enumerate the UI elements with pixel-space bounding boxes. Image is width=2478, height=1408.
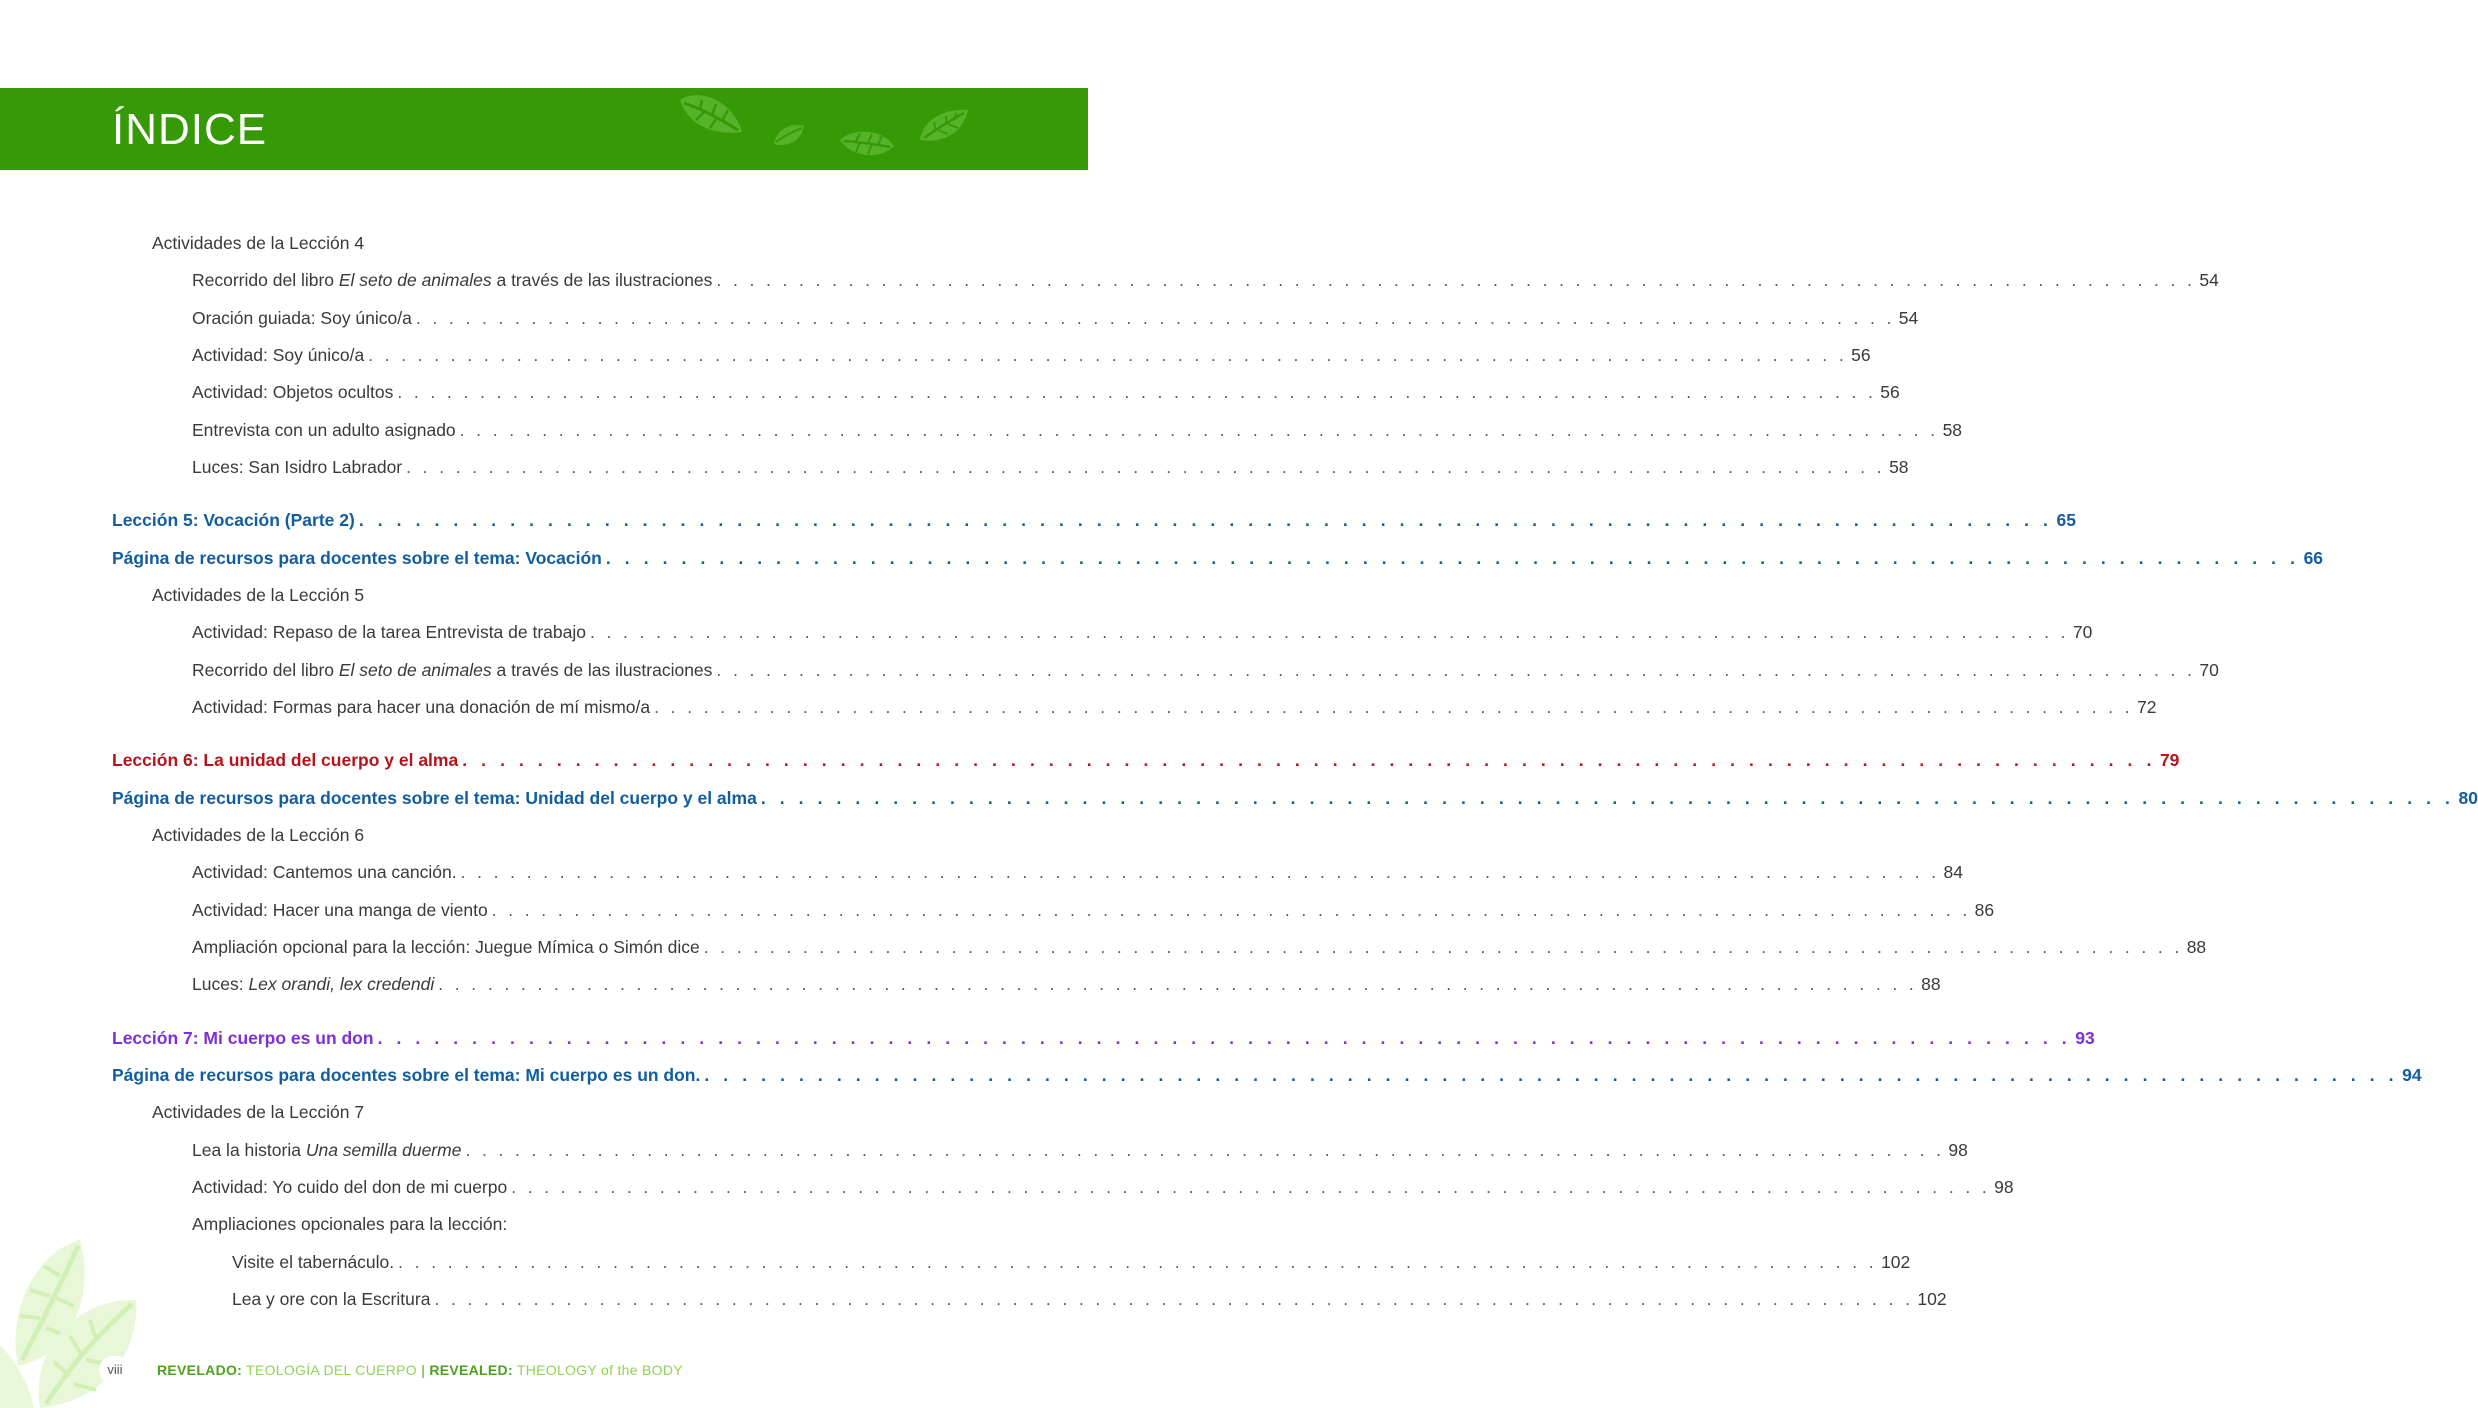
- toc-label-text: Página de recursos para docentes sobre el tema: Mi cuerpo es un don.: [112, 1065, 701, 1085]
- toc-group-heading[interactable]: [192, 1212, 976, 1236]
- leaf-icon: [918, 106, 970, 144]
- toc-entry[interactable]: [192, 1138, 1968, 1162]
- toc-label-text: Página de recursos para docentes sobre el tema: Vocación: [112, 548, 602, 568]
- toc-page-number: 56: [1851, 345, 1871, 365]
- toc-page-number: 72: [2137, 697, 2157, 717]
- dot-leader: . . . . . . . . . . . . . . . . . . . . . . . . . . . . . . . . . . . . . . . . . . . . . . . . . . . . . . . . . . . . . . . . . . . . . . . . . . . . . . . . . . . . . . . . . .: [397, 382, 1877, 402]
- toc-entry[interactable]: [232, 1287, 1947, 1311]
- toc-page-number: 70: [2072, 622, 2093, 642]
- toc-entry-label: [152, 583, 364, 607]
- series-title-es: REVELADO:: [157, 1362, 243, 1378]
- toc-label-after: a través de las ilustraciones: [491, 270, 713, 290]
- dot-leader: . . . . . . . . . . . . . . . . . . . . . . . . . . . . . . . . . . . . . . . . . . . . . . . . . . . . . . . . . . . . . . . . . . . . . . . . . . . . . . . . . . . . . . . . . .: [589, 622, 2069, 642]
- toc-section-entry[interactable]: [112, 1026, 2095, 1050]
- dot-leader: . . . . . . . . . . . . . . . . . . . . . . . . . . . . . . . . . . . . . . . . . . . . . . . . . . . . . . . . . . . . . . . . . . . . . . . . . . . . . . . . . . . . . . . . . .: [462, 750, 2156, 770]
- toc-label-italic: El seto de animales: [338, 660, 492, 680]
- toc-entry-label: [192, 935, 700, 959]
- toc-label-text: Página de recursos para docentes sobre el tema: Unidad del cuerpo y el alma: [112, 788, 757, 808]
- toc-entry-label: [112, 748, 458, 772]
- toc-section-entry[interactable]: [112, 786, 2478, 810]
- toc-page-number: 54: [1898, 308, 1919, 328]
- toc-label-text: Lea y ore con la Escritura: [232, 1289, 431, 1309]
- toc-entry-label: [112, 546, 602, 570]
- toc-entry-label: [192, 972, 434, 996]
- toc-label-text: Actividad: Repaso de la tarea Entrevista de trabajo: [192, 622, 586, 642]
- toc-page-number: 54: [2199, 270, 2219, 290]
- toc-label-text: Actividad: Yo cuido del don de mi cuerpo: [192, 1177, 508, 1197]
- toc-label-italic: El seto de animales: [338, 270, 492, 290]
- toc-label-text: Lección 6: La unidad del cuerpo y el alma: [112, 750, 459, 770]
- toc-entry-label: [232, 1250, 394, 1274]
- toc-entry-label: [192, 658, 712, 682]
- toc-label-text: Actividad: Objetos ocultos: [192, 382, 394, 402]
- toc-label-text: Oración guiada: Soy único/a: [192, 308, 412, 328]
- toc-page-number: 102: [1917, 1289, 1947, 1309]
- toc-page-number: 88: [2186, 937, 2207, 957]
- toc-entry-label: [192, 695, 650, 719]
- toc-label-text: Ampliación opcional para la lección: Juegue Mímica o Simón dice: [192, 937, 700, 957]
- dot-leader: . . . . . . . . . . . . . . . . . . . . . . . . . . . . . . . . . . . . . . . . . . . . . . . . . . . . . . . . . . . . . . . . . . . . . . . . . . . . . . . . . . . . . . . . . .: [605, 548, 2300, 568]
- dot-leader: . . . . . . . . . . . . . . . . . . . . . . . . . . . . . . . . . . . . . . . . . . . . . . . . . . . . . . . . . . . . . . . . . . . . . . . . . . . . . . . . . . . . . . . . . .: [460, 862, 1940, 882]
- dot-leader: . . . . . . . . . . . . . . . . . . . . . . . . . . . . . . . . . . . . . . . . . . . . . . . . . . . . . . . . . . . . . . . . . . . . . . . . . . . . . . . . . . . . . . . . . .: [654, 697, 2134, 717]
- toc-page-number: 98: [1994, 1177, 2014, 1197]
- toc-label-text: Entrevista con un adulto asignado: [192, 420, 456, 440]
- dot-leader: . . . . . . . . . . . . . . . . . . . . . . . . . . . . . . . . . . . . . . . . . . . . . . . . . . . . . . . . . . . . . . . . . . . . . . . . . . . . . . . . . . . . . . . . . .: [704, 1065, 2399, 1085]
- page-title: ÍNDICE: [112, 105, 268, 154]
- toc-label-text: Actividad: Formas para hacer una donación de mí mismo/a: [192, 697, 651, 717]
- toc-label-text: Recorrido del libro: [192, 270, 339, 290]
- toc-group-heading[interactable]: [152, 823, 976, 847]
- toc-entry-label: [152, 823, 364, 847]
- toc-page-number: 58: [1889, 457, 1909, 477]
- toc-entry[interactable]: [192, 620, 2093, 644]
- dot-leader: . . . . . . . . . . . . . . . . . . . . . . . . . . . . . . . . . . . . . . . . . . . . . . . . . . . . . . . . . . . . . . . . . . . . . . . . . . . . . . . . . . . . . . . . . .: [415, 308, 1895, 328]
- toc-entry[interactable]: [192, 695, 2157, 719]
- toc-entry-label: [112, 1026, 374, 1050]
- dot-leader: . . . . . . . . . . . . . . . . . . . . . . . . . . . . . . . . . . . . . . . . . . . . . . . . . . . . . . . . . . . . . . . . . . . . . . . . . . . . . . . . . . . . . . . . . .: [358, 510, 2053, 530]
- toc-entry[interactable]: [192, 418, 1963, 442]
- toc-entry-label: [112, 1063, 700, 1087]
- dot-leader: . . . . . . . . . . . . . . . . . . . . . . . . . . . . . . . . . . . . . . . . . . . . . . . . . . . . . . . . . . . . . . . . . . . . . . . . . . . . . . . . . . . . . . . . . .: [465, 1140, 1945, 1160]
- toc-entry-label: [192, 418, 456, 442]
- dot-leader: . . . . . . . . . . . . . . . . . . . . . . . . . . . . . . . . . . . . . . . . . . . . . . . . . . . . . . . . . . . . . . . . . . . . . . . . . . . . . . . . . . . . . . . . . .: [716, 660, 2196, 680]
- toc-page-number: 80: [2458, 788, 2478, 808]
- toc-label-text: Luces: San Isidro Labrador: [192, 457, 403, 477]
- toc-entry[interactable]: [192, 343, 1871, 367]
- toc-section-entry[interactable]: [112, 748, 2180, 772]
- toc-label-text: Actividades de la Lección 4: [152, 233, 365, 253]
- toc-page-number: 93: [2075, 1028, 2095, 1048]
- toc-page-number: 86: [1974, 900, 1995, 920]
- toc-label-italic: Lex orandi, lex credendi: [248, 974, 435, 994]
- toc-page-number: 66: [2303, 548, 2324, 568]
- dot-leader: . . . . . . . . . . . . . . . . . . . . . . . . . . . . . . . . . . . . . . . . . . . . . . . . . . . . . . . . . . . . . . . . . . . . . . . . . . . . . . . . . . . . . . . . . .: [491, 900, 1971, 920]
- toc-label-italic: Una semilla duerme: [305, 1140, 462, 1160]
- toc-entry-label: [192, 343, 364, 367]
- toc-label-text: Actividades de la Lección 7: [152, 1102, 365, 1122]
- toc-entry[interactable]: [192, 380, 1900, 404]
- toc-entry-label: [192, 1175, 507, 1199]
- toc-entry[interactable]: [192, 268, 2219, 292]
- toc-entry[interactable]: [192, 972, 1941, 996]
- toc-label-text: Actividades de la Lección 6: [152, 825, 365, 845]
- toc-entry-label: [192, 860, 457, 884]
- toc-entry-label: [192, 1138, 461, 1162]
- toc-entry-label: [192, 380, 393, 404]
- toc-label-text: Lección 5: Vocación (Parte 2): [112, 510, 355, 530]
- dot-leader: . . . . . . . . . . . . . . . . . . . . . . . . . . . . . . . . . . . . . . . . . . . . . . . . . . . . . . . . . . . . . . . . . . . . . . . . . . . . . . . . . . . . . . . . . .: [377, 1028, 2072, 1048]
- toc-entry-label: [192, 1212, 507, 1236]
- toc-page-number: 94: [2402, 1065, 2422, 1085]
- leaf-icon: [0, 1236, 150, 1408]
- toc-section-entry[interactable]: [112, 546, 2324, 570]
- toc-page-number: 102: [1881, 1252, 1911, 1272]
- toc-page-number: 70: [2199, 660, 2219, 680]
- leaf-icon: [772, 122, 806, 148]
- toc-label-text: Recorrido del libro: [192, 660, 339, 680]
- toc-label-text: Ampliaciones opcionales para la lección:: [192, 1214, 508, 1234]
- toc-page-number: 84: [1943, 862, 1963, 882]
- page-number: viii: [99, 1356, 131, 1384]
- series-separator: |: [421, 1362, 426, 1378]
- dot-leader: . . . . . . . . . . . . . . . . . . . . . . . . . . . . . . . . . . . . . . . . . . . . . . . . . . . . . . . . . . . . . . . . . . . . . . . . . . . . . . . . . . . . . . . . . .: [438, 974, 1918, 994]
- dot-leader: . . . . . . . . . . . . . . . . . . . . . . . . . . . . . . . . . . . . . . . . . . . . . . . . . . . . . . . . . . . . . . . . . . . . . . . . . . . . . . . . . . . . . . . . . .: [459, 420, 1939, 440]
- dot-leader: . . . . . . . . . . . . . . . . . . . . . . . . . . . . . . . . . . . . . . . . . . . . . . . . . . . . . . . . . . . . . . . . . . . . . . . . . . . . . . . . . . . . . . . . . .: [511, 1177, 1991, 1197]
- toc-page-number: 98: [1948, 1140, 1968, 1160]
- series-footer: [157, 1361, 683, 1379]
- toc-section-entry[interactable]: [112, 508, 2076, 532]
- toc-label-text: Visite el tabernáculo.: [232, 1252, 395, 1272]
- series-subtitle-es: TEOLOGÍA DEL CUERPO: [242, 1362, 422, 1378]
- toc-label-text: Actividad: Cantemos una canción.: [192, 862, 457, 882]
- series-title-en: REVEALED:: [425, 1362, 513, 1378]
- toc-entry[interactable]: [192, 455, 1909, 479]
- toc-entry-label: [192, 268, 712, 292]
- toc-label-text: Actividad: Soy único/a: [192, 345, 365, 365]
- toc-page-number: 79: [2159, 750, 2180, 770]
- series-subtitle-en: THEOLOGY of the BODY: [512, 1362, 683, 1378]
- toc-entry-label: [192, 898, 488, 922]
- toc-page-number: 58: [1942, 420, 1963, 440]
- toc-entry-label: [192, 306, 412, 330]
- toc-entry[interactable]: [192, 935, 2207, 959]
- toc-entry[interactable]: [192, 306, 1919, 330]
- toc-entry-label: [192, 620, 586, 644]
- toc-entry[interactable]: [232, 1250, 1911, 1274]
- toc-entry[interactable]: [192, 1175, 2014, 1199]
- toc-entry[interactable]: [192, 860, 1963, 884]
- toc-group-heading[interactable]: [152, 1100, 976, 1124]
- toc-label-text: Lección 7: Mi cuerpo es un don: [112, 1028, 374, 1048]
- toc-label-after: a través de las ilustraciones: [491, 660, 713, 680]
- dot-leader: . . . . . . . . . . . . . . . . . . . . . . . . . . . . . . . . . . . . . . . . . . . . . . . . . . . . . . . . . . . . . . . . . . . . . . . . . . . . . . . . . . . . . . . . . .: [703, 937, 2183, 957]
- toc-label-text: Actividades de la Lección 5: [152, 585, 365, 605]
- toc-entry[interactable]: [192, 898, 1995, 922]
- dot-leader: . . . . . . . . . . . . . . . . . . . . . . . . . . . . . . . . . . . . . . . . . . . . . . . . . . . . . . . . . . . . . . . . . . . . . . . . . . . . . . . . . . . . . . . . . .: [716, 270, 2196, 290]
- dot-leader: . . . . . . . . . . . . . . . . . . . . . . . . . . . . . . . . . . . . . . . . . . . . . . . . . . . . . . . . . . . . . . . . . . . . . . . . . . . . . . . . . . . . . . . . . .: [368, 345, 1848, 365]
- toc-label-text: Actividad: Hacer una manga de viento: [192, 900, 488, 920]
- toc-label-text: Lea la historia: [192, 1140, 306, 1160]
- toc-section-entry[interactable]: [112, 1063, 2422, 1087]
- toc-group-heading[interactable]: [152, 583, 976, 607]
- toc-group-heading[interactable]: [152, 231, 976, 255]
- dot-leader: . . . . . . . . . . . . . . . . . . . . . . . . . . . . . . . . . . . . . . . . . . . . . . . . . . . . . . . . . . . . . . . . . . . . . . . . . . . . . . . . . . . . . . . . . .: [434, 1289, 1914, 1309]
- toc-entry-label: [152, 231, 364, 255]
- toc-entry-label: [192, 455, 402, 479]
- toc-page-number: 65: [2056, 510, 2076, 530]
- toc-entry[interactable]: [192, 658, 2219, 682]
- toc-page-number: 88: [1921, 974, 1941, 994]
- toc-entry-label: [112, 508, 355, 532]
- dot-leader: . . . . . . . . . . . . . . . . . . . . . . . . . . . . . . . . . . . . . . . . . . . . . . . . . . . . . . . . . . . . . . . . . . . . . . . . . . . . . . . . . . . . . . . . . .: [406, 457, 1886, 477]
- toc-page-number: 56: [1880, 382, 1900, 402]
- toc-entry-label: [112, 786, 757, 810]
- dot-leader: . . . . . . . . . . . . . . . . . . . . . . . . . . . . . . . . . . . . . . . . . . . . . . . . . . . . . . . . . . . . . . . . . . . . . . . . . . . . . . . . . . . . . . . . . .: [760, 788, 2455, 808]
- toc-label-text: Luces:: [192, 974, 249, 994]
- toc-entry-label: [232, 1287, 430, 1311]
- dot-leader: . . . . . . . . . . . . . . . . . . . . . . . . . . . . . . . . . . . . . . . . . . . . . . . . . . . . . . . . . . . . . . . . . . . . . . . . . . . . . . . . . . . . . . . . . .: [398, 1252, 1878, 1272]
- toc-entry-label: [152, 1100, 364, 1124]
- leaf-icon: [676, 92, 746, 138]
- leaf-icon: [838, 126, 896, 162]
